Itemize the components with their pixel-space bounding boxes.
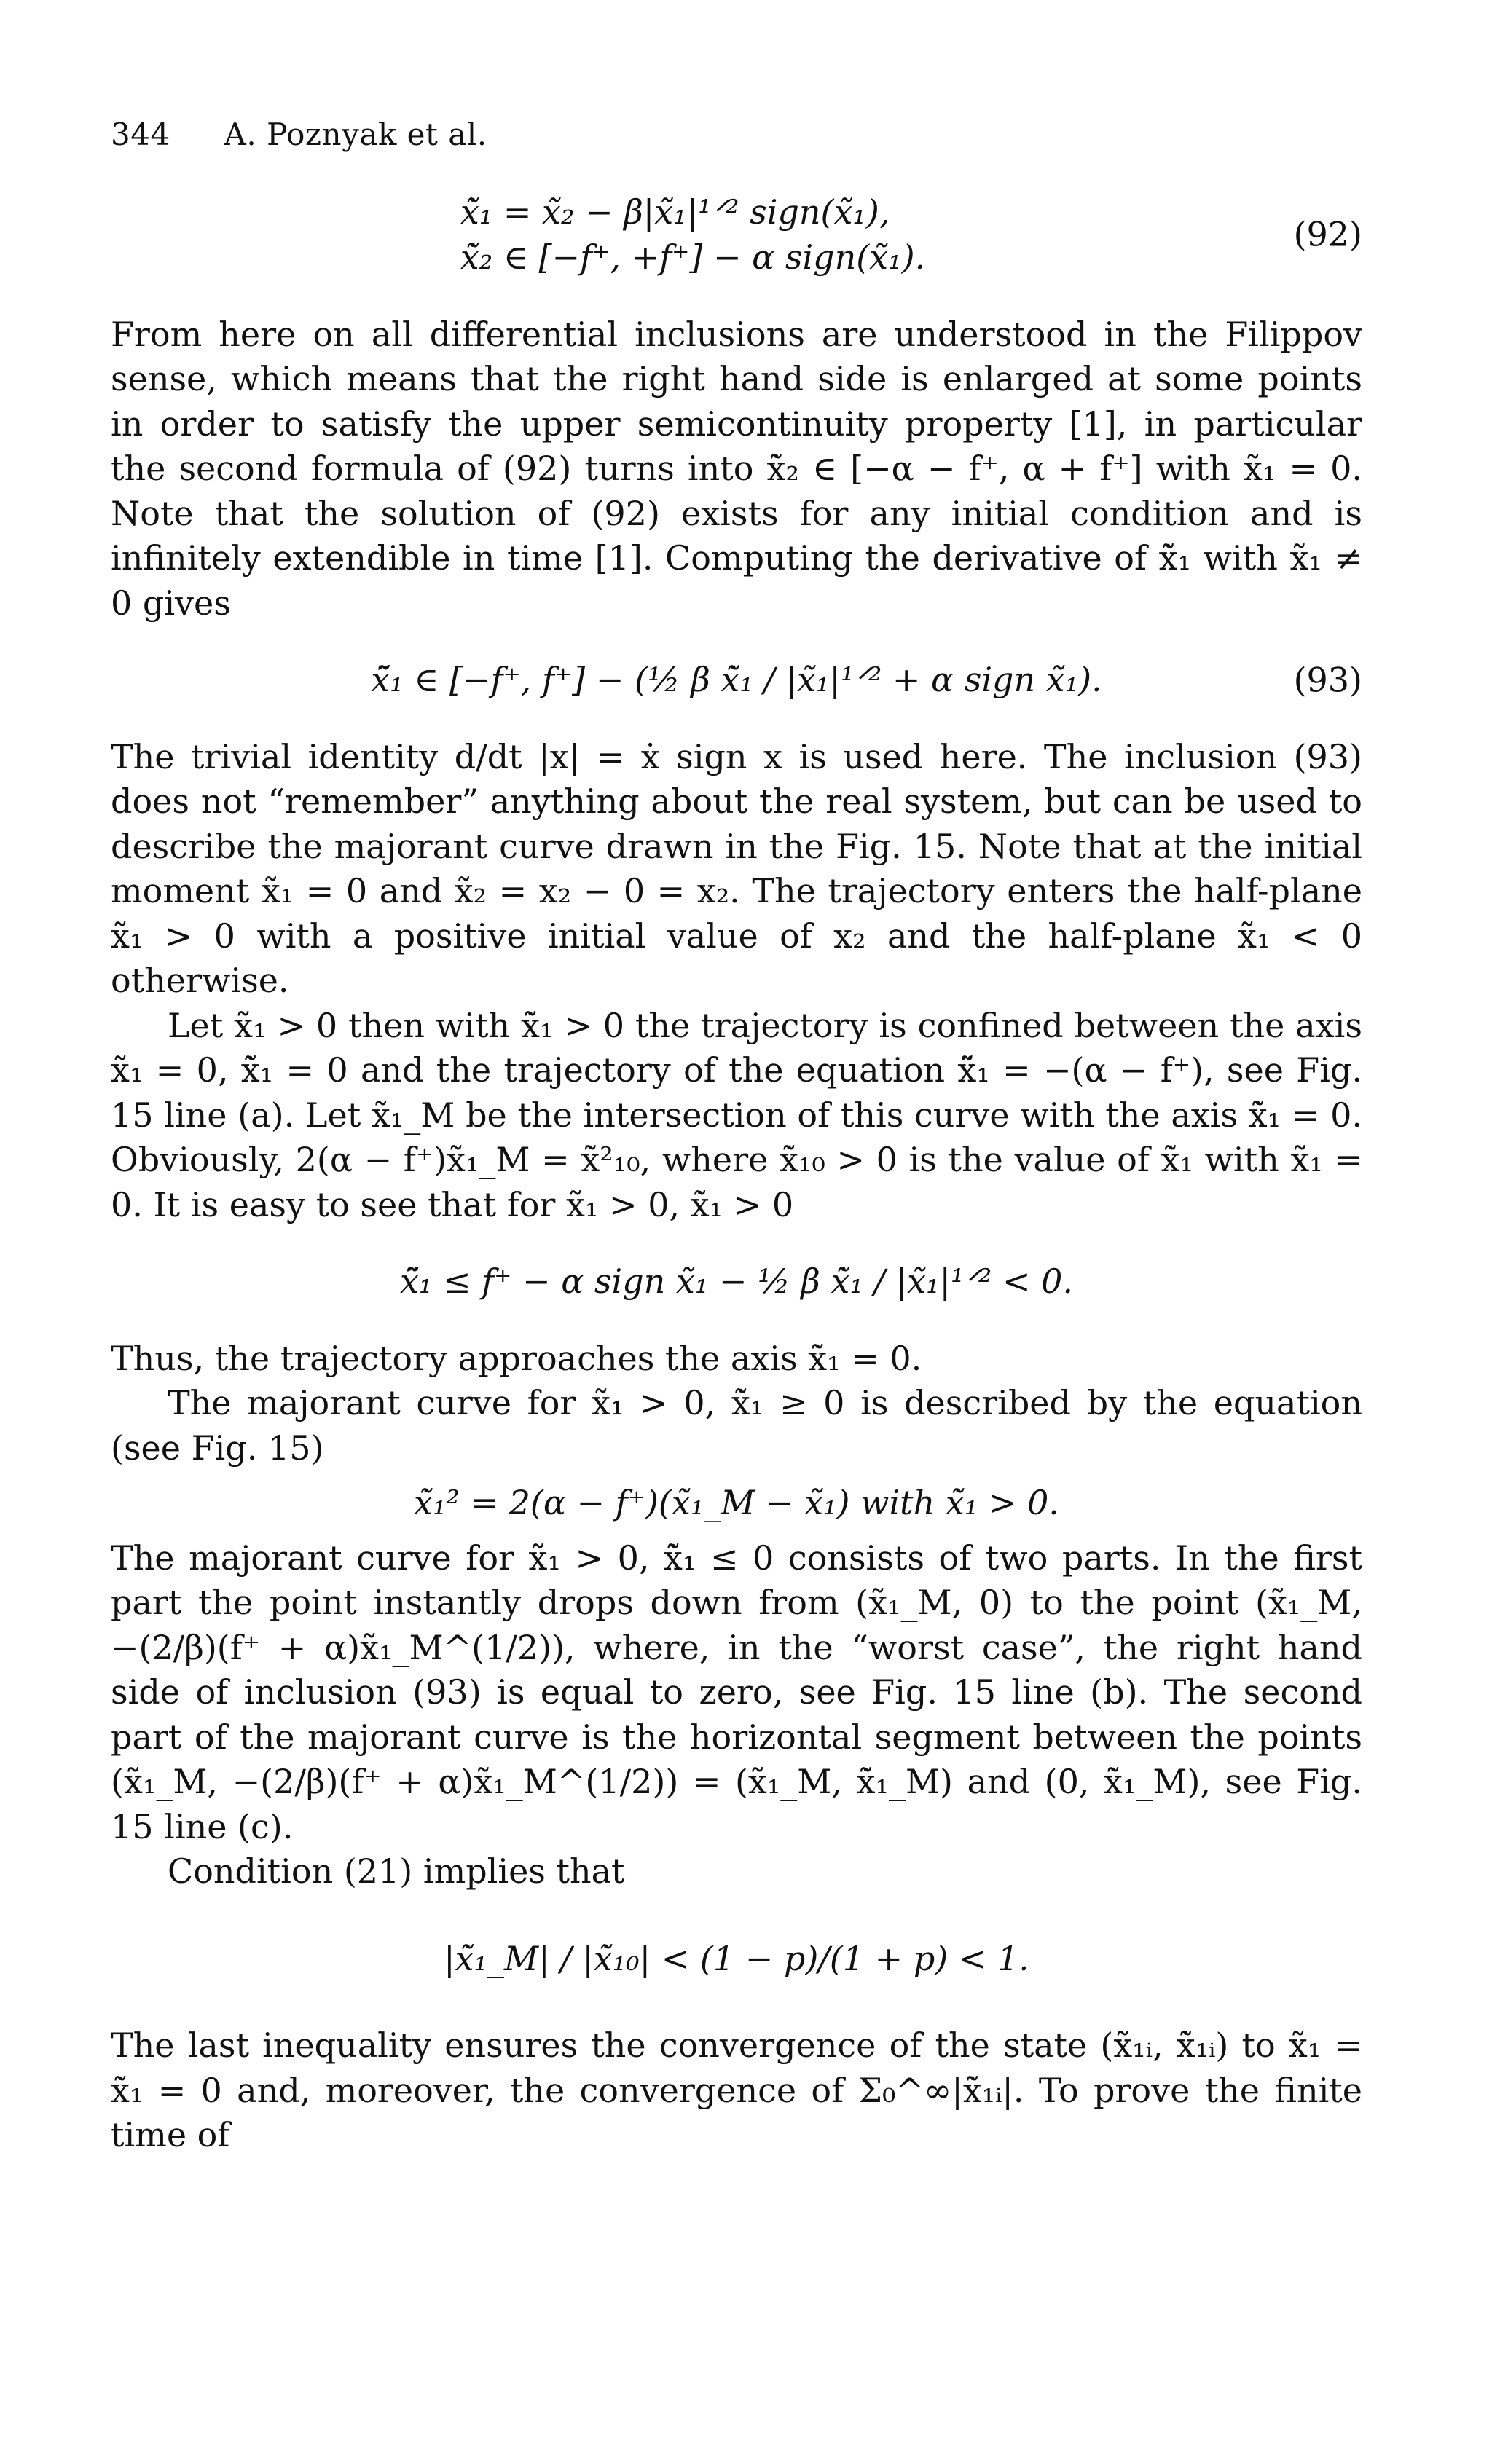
equation-condition-body: |x̃̇₁_M| / |x̃̇₁₀| < (1 − p)/(1 + p) < 1.	[444, 1938, 1029, 1978]
paragraph-trajectory-confined: Let x̃₁ > 0 then with x̃̇₁ > 0 the trajectory is confined between the axis x̃₁ = 0, x̃̇₁ = 0 and the trajectory of the equation x̃̈₁ = −(α − f⁺), see Fig. 15 line (a). Let x̃₁_M be the intersection of this curve with the axis x̃̇₁ = 0. Obviously, 2(α − f⁺)x̃₁_M = x̃̇²₁₀, where x̃̇₁₀ > 0 is the value of x̃̇₁ with x̃₁ = 0. It is easy to see that for x̃₁ > 0, x̃̇₁ > 0	[111, 1005, 1362, 1224]
paragraph-two-parts: The majorant curve for x̃₁ > 0, x̃̇₁ ≤ 0 consists of two parts. In the first part the point instantly drops down from (x̃₁_M, 0) to the point (x̃₁_M, −(2/β)(f⁺ + α)x̃₁_M^(1/2)), where, in the “worst case”, the right hand side of inclusion (93) is equal to zero, see Fig. 15 line (b). The second part of the majorant curve is the horizontal segment between the points (x̃₁_M, −(2/β)(f⁺ + α)x̃₁_M^(1/2)) = (x̃₁_M, x̃̇₁_M) and (0, x̃̇₁_M), see Fig. 15 line (c).	[111, 1538, 1362, 1846]
paragraph-trivial-identity: The trivial identity d/dt |x| = ẋ sign x is used here. The inclusion (93) does not “remember” anything about the real system, but can be used to describe the majorant curve drawn in the Fig. 15. Note that at the initial moment x̃₁ = 0 and x̃₂ = x₂ − 0 = x₂. The trajectory enters the half-plane x̃₁ > 0 with a positive initial value of x₂ and the half-plane x̃₁ < 0 otherwise.	[111, 736, 1362, 1000]
equation-inequality	[111, 1249, 1362, 1315]
equation-92	[111, 179, 1362, 291]
equation-92-line2: x̃̇₂ ∈ [−f⁺, +f⁺] − α sign(x̃₁).	[460, 237, 926, 277]
running-header	[111, 117, 487, 152]
equation-93-body: x̃̈₁ ∈ [−f⁺, f⁺] − (½ β x̃̇₁ / |x̃₁|¹ᐟ² + α sign x̃₁).	[371, 660, 1102, 699]
equation-majorant	[111, 1471, 1362, 1536]
paragraph-condition-21: Condition (21) implies that	[168, 1851, 625, 1891]
paragraph-approaches-axis: Thus, the trajectory approaches the axis x̃̇₁ = 0.	[111, 1338, 922, 1378]
equation-inequality-body: x̃̈₁ ≤ f⁺ − α sign x̃₁ − ½ β x̃̇₁ / |x̃₁|¹ᐟ² < 0.	[399, 1261, 1074, 1301]
equation-condition	[111, 1926, 1362, 1992]
page-number: 344	[111, 117, 170, 152]
equation-93-number: (93)	[1293, 660, 1362, 699]
equation-93	[111, 648, 1362, 713]
running-authors: A. Poznyak et al.	[224, 117, 487, 152]
equation-92-line1: x̃̇₁ = x̃₂ − β|x̃₁|¹ᐟ² sign(x̃₁),	[460, 192, 890, 232]
equation-majorant-body: x̃̇₁² = 2(α − f⁺)(x̃₁_M − x̃₁) with x̃̇₁ > 0.	[414, 1483, 1059, 1522]
equation-92-number: (92)	[1293, 214, 1362, 254]
paragraph-majorant-curve: The majorant curve for x̃₁ > 0, x̃̇₁ ≥ 0 is described by the equation (see Fig. 15)	[111, 1383, 1362, 1468]
page-body	[111, 179, 1362, 2158]
paragraph-last-inequality: The last inequality ensures the convergence of the state (x̃₁ᵢ, x̃̇₁ᵢ) to x̃₁ = x̃̇₁ = 0 and, moreover, the convergence of Σ₀^∞|x̃̇₁ᵢ|. To prove the finite time of	[111, 2026, 1362, 2154]
paragraph-filippov: From here on all differential inclusions are understood in the Filippov sense, which means that the right hand side is enlarged at some points in order to satisfy the upper semicontinuity property [1], in particular the second formula of (92) turns into x̃̇₂ ∈ [−α − f⁺, α + f⁺] with x̃₁ = 0. Note that the solution of (92) exists for any initial condition and is infinitely extendible in time [1]. Computing the derivative of x̃̇₁ with x̃₁ ≠ 0 gives	[111, 314, 1362, 623]
